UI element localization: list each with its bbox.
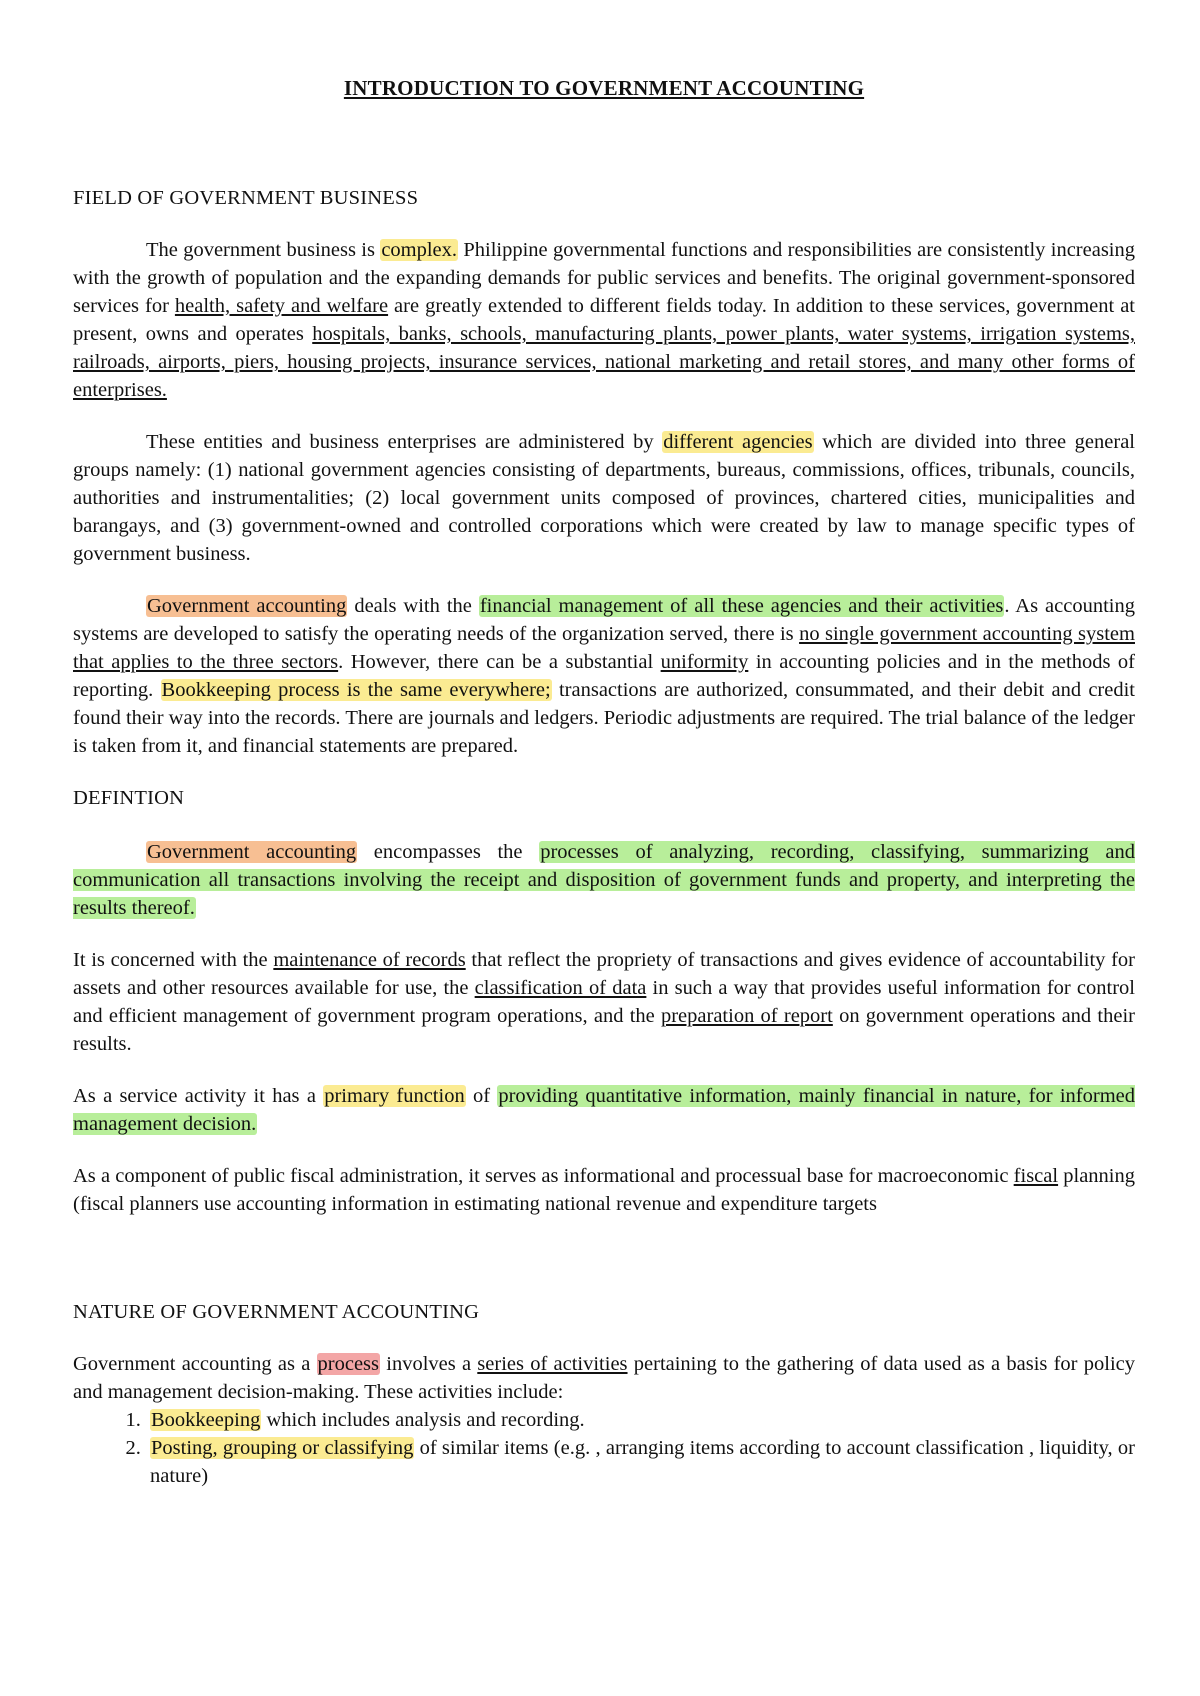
- paragraph-field-1: [73, 236, 1135, 404]
- text-run: which includes analysis and recording.: [261, 1409, 585, 1431]
- text-run: These entities and business enterprises are administered by: [146, 431, 663, 453]
- section-heading-field: FIELD OF GOVERNMENT BUSINESS: [73, 187, 419, 209]
- paragraph-definition-4: [73, 1162, 1135, 1218]
- section-heading-nature: NATURE OF GOVERNMENT ACCOUNTING: [73, 1301, 480, 1323]
- text-run: are greatly extended to different fields today. In addition to these services, government at present, owns and operates: [73, 295, 1135, 345]
- text-run: It is concerned with the: [73, 949, 274, 971]
- text-run: . However, there can be a substantial: [338, 651, 661, 673]
- text-run: that reflect the propriety of transactions and gives evidence of accountability for assets and other resources available for use, the: [73, 949, 1135, 999]
- highlight-quantitative-information: providing quantitative information, mainly financial in nature, for informed management decision.: [73, 1085, 1136, 1135]
- highlight-posting-grouping: Posting, grouping or classifying: [151, 1437, 414, 1459]
- text-run: As a component of public fiscal administration, it serves as informational and processual base for macroeconomic: [73, 1165, 1014, 1187]
- text-run: deals with the: [347, 595, 479, 617]
- underline-health-safety-welfare: health, safety and welfare: [174, 295, 389, 317]
- underline-maintenance-of-records: maintenance of records: [273, 949, 466, 971]
- highlight-different-agencies: different agencies: [663, 431, 813, 453]
- list-item: [146, 1406, 1135, 1434]
- paragraph-definition-1: [73, 838, 1135, 922]
- text-run: pertaining to the gathering of data used as a basis for policy and management decision-making. These activities include:: [73, 1353, 1135, 1403]
- section-heading-definition: DEFINTION: [73, 787, 185, 809]
- underline-no-single-system: no single government accounting system that applies to the three sectors: [73, 623, 1135, 673]
- text-run: of similar items (e.g. , arranging items according to account classification , liquidity, or nature): [150, 1437, 1136, 1487]
- text-run: . As accounting systems are developed to satisfy the operating needs of the organization served, there is: [73, 595, 1135, 645]
- text-run: which are divided into three general groups namely: (1) national government agencies consisting of departments, bureaus, commissions, offices, tribunals, councils, authorities and instrumentalities; (2) local government units composed of provinces, chartered cities, municipalities and barangays, and (3) government-owned and controlled corporations which were created by law to manage specific types of government business.: [73, 431, 1135, 565]
- list-item: [146, 1434, 1135, 1490]
- document-page: [73, 62, 1135, 1490]
- underline-preparation-of-report: preparation of report: [660, 1005, 833, 1027]
- text-run: in accounting policies and in the methods of reporting.: [73, 651, 1135, 701]
- activities-list: [73, 1406, 1135, 1490]
- text-run: of: [465, 1085, 498, 1107]
- text-run: As a service activity it has a: [73, 1085, 324, 1107]
- highlight-primary-function: primary function: [324, 1085, 465, 1107]
- text-run: in such a way that provides useful information for control and efficient management of government program operations, and the: [73, 977, 1135, 1027]
- paragraph-field-3: [73, 592, 1135, 760]
- highlight-government-accounting: Government accounting: [147, 595, 347, 617]
- text-run: involves a: [380, 1353, 478, 1375]
- highlight-bookkeeping: Bookkeeping: [151, 1409, 261, 1431]
- paragraph-nature-1: [73, 1350, 1135, 1406]
- underline-fiscal: fiscal: [1013, 1165, 1059, 1187]
- underline-series-of-activities: series of activities: [477, 1353, 628, 1375]
- text-run: Philippine governmental functions and responsibilities are consistently increasing with the growth of population and the expanding demands for public services and benefits. The original government-sponsored services for: [73, 239, 1135, 317]
- text-run: encompasses the: [357, 841, 540, 863]
- text-run: planning (fiscal planners use accounting information in estimating national revenue and expenditure targets: [73, 1165, 1135, 1215]
- document-title: INTRODUCTION TO GOVERNMENT ACCOUNTING: [343, 76, 865, 100]
- text-run: on government operations and their results.: [73, 1005, 1135, 1055]
- underline-uniformity: uniformity: [660, 651, 749, 673]
- highlight-bookkeeping-process: Bookkeeping process is the same everywhere;: [161, 679, 551, 701]
- highlight-process: process: [317, 1353, 380, 1375]
- text-run: Government accounting as a: [73, 1353, 317, 1375]
- underline-enterprises-list: hospitals, banks, schools, manufacturing plants, power plants, water systems, irrigation systems, railroads, airports, piers, housing projects, insurance services, national marketing and retail stores, and many other forms of enterprises.: [73, 323, 1135, 401]
- underline-classification-of-data: classification of data: [474, 977, 647, 999]
- text-run: transactions are authorized, consummated, and their debit and credit found their way into the records. There are journals and ledgers. Periodic adjustments are required. The trial balance of the ledger is taken from it, and financial statements are prepared.: [73, 679, 1135, 757]
- highlight-government-accounting: Government accounting: [147, 841, 357, 863]
- text-run: The government business is: [146, 239, 381, 261]
- highlight-processes-definition: processes of analyzing, recording, classifying, summarizing and communication all transactions involving the receipt and disposition of government funds and property, and interpreting the results thereof.: [73, 841, 1135, 919]
- paragraph-field-2: [73, 428, 1135, 568]
- highlight-financial-management: financial management of all these agencies and their activities: [479, 595, 1004, 617]
- paragraph-definition-2: [73, 946, 1135, 1058]
- paragraph-definition-3: [73, 1082, 1135, 1138]
- highlight-complex: complex.: [381, 239, 458, 261]
